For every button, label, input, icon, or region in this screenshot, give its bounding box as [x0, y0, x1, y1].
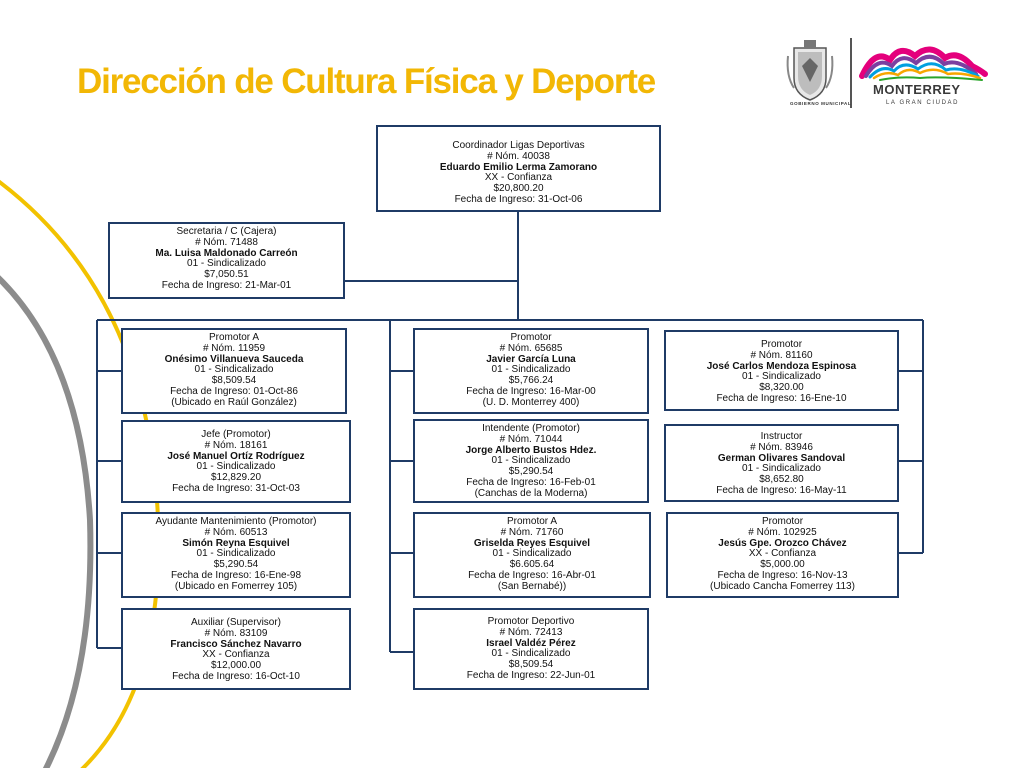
box-category: XX - Confianza: [202, 649, 270, 661]
box-category: 01 - Sindicalizado: [492, 548, 572, 560]
box-employee-number: # Nóm. 102925: [748, 526, 817, 538]
box-start-date: Fecha de Ingreso: 16-Ene-10: [716, 392, 847, 404]
box-employee-number: # Nóm. 81160: [750, 349, 813, 361]
box-secretaria: [108, 222, 345, 299]
box-start-date: Fecha de Ingreso: 31-Oct-03: [172, 482, 300, 494]
box-position: Promotor A: [506, 516, 558, 527]
page-title: Dirección de Cultura Física y Deporte: [77, 62, 655, 101]
box-employee-name: Francisco Sánchez Navarro: [170, 638, 302, 650]
box-salary: $12,829.20: [210, 472, 262, 484]
box-start-date: Fecha de Ingreso: 16-May-11: [716, 484, 847, 496]
box-category: 01 - Sindicalizado: [491, 648, 571, 660]
box-start-date: Fecha de Ingreso: 16-Mar-00: [466, 385, 596, 397]
box-employee-name: Jorge Alberto Bustos Hdez.: [465, 444, 597, 456]
box-salary: $8,509.54: [211, 375, 257, 387]
box-start-date: Fecha de Ingreso: 16-Nov-13: [717, 569, 848, 581]
box-employee-name: Griselda Reyes Esquivel: [473, 537, 591, 549]
box-location: (U. D. Monterrey 400): [482, 396, 580, 408]
box-intendente: [413, 419, 649, 503]
box-position: Secretaria / C (Cajera): [176, 226, 277, 237]
box-employee-number: # Nóm. 18161: [204, 439, 268, 451]
box-category: 01 - Sindicalizado: [491, 364, 571, 376]
box-employee-number: # Nóm. 11959: [202, 342, 266, 354]
box-employee-name: Simón Reyna Esquivel: [182, 537, 290, 549]
box-start-date: Fecha de Ingreso: 16-Feb-01: [466, 476, 596, 488]
box-promotor-deportivo: [413, 608, 649, 690]
box-salary: $6.605.64: [509, 559, 555, 571]
box-employee-number: # Nóm. 83109: [204, 627, 268, 639]
box-promotor-jose-carlos: [664, 330, 899, 411]
box-employee-name: José Carlos Mendoza Espinosa: [706, 360, 857, 372]
box-employee-name: German Olivares Sandoval: [717, 452, 846, 464]
box-start-date: Fecha de Ingreso: 01-Oct-86: [170, 385, 298, 397]
box-location: (San Bernabé)): [497, 580, 567, 592]
box-category: 01 - Sindicalizado: [742, 463, 821, 475]
box-salary: $8,320.00: [759, 382, 804, 394]
box-salary: $20,800.20: [493, 183, 544, 195]
box-auxiliar-supervisor: [121, 608, 351, 690]
box-category: 01 - Sindicalizado: [187, 258, 266, 270]
box-employee-name: Javier García Luna: [486, 353, 576, 365]
box-employee-number: # Nóm. 83946: [750, 441, 813, 453]
box-employee-number: # Nóm. 40038: [487, 150, 550, 162]
box-category: 01 - Sindicalizado: [194, 364, 274, 376]
box-salary: $8,509.54: [508, 659, 554, 671]
box-employee-name: Ma. Luisa Maldonado Carreón: [155, 247, 298, 259]
box-position: Intendente (Promotor): [482, 423, 580, 434]
box-position: Promotor Deportivo: [487, 616, 575, 627]
box-start-date: Fecha de Ingreso: 21-Mar-01: [161, 279, 292, 291]
box-position: Auxiliar (Supervisor): [190, 617, 282, 628]
box-position: Instructor: [760, 431, 803, 442]
box-employee-name: Onésimo Villanueva Sauceda: [164, 353, 304, 365]
box-position: Promotor: [760, 339, 803, 350]
box-employee-number: # Nóm. 71760: [500, 526, 564, 538]
box-location: (Ubicado Cancha Fomerrey 113): [710, 580, 855, 592]
box-start-date: Fecha de Ingreso: 22-Jun-01: [466, 669, 596, 681]
box-salary: $12,000.00: [210, 660, 262, 672]
box-employee-name: Eduardo Emilio Lerma Zamorano: [439, 161, 598, 173]
box-employee-number: # Nóm. 71488: [195, 236, 258, 248]
gobierno-municipal-label: GOBIERNO MUNICIPAL: [790, 101, 852, 106]
box-employee-number: # Nóm. 65685: [499, 342, 563, 354]
box-instructor: [664, 424, 899, 502]
box-start-date: Fecha de Ingreso: 16-Ene-98: [170, 569, 302, 581]
box-position: Ayudante Mantenimiento (Promotor): [155, 516, 317, 527]
box-employee-number: # Nóm. 71044: [499, 433, 563, 445]
box-category: XX - Confianza: [748, 548, 817, 560]
box-salary: $5,766.24: [508, 375, 554, 387]
box-category: 01 - Sindicalizado: [196, 461, 276, 473]
box-jefe-promotor: [121, 420, 351, 503]
box-employee-number: # Nóm. 60513: [204, 526, 268, 538]
box-category: 01 - Sindicalizado: [491, 455, 571, 467]
box-employee-name: José Manuel Ortíz Rodríguez: [167, 450, 305, 462]
box-position: Promotor: [510, 332, 552, 343]
box-promotor-jesus: [666, 512, 899, 598]
box-position: Jefe (Promotor): [201, 429, 271, 440]
box-location: (Ubicado en Fomerrey 105): [174, 580, 298, 592]
box-salary: $5,290.54: [213, 559, 259, 571]
box-location: (Ubicado en Raúl González): [171, 396, 297, 408]
box-ayudante-mantenimiento: [121, 512, 351, 598]
box-coordinador: [376, 125, 661, 212]
box-start-date: Fecha de Ingreso: 31-Oct-06: [454, 193, 583, 205]
box-salary: $7,050.51: [204, 269, 249, 281]
box-position: Promotor A: [208, 332, 260, 343]
monterrey-tagline: LA GRAN CIUDAD: [886, 100, 960, 106]
box-salary: $8,652.80: [759, 474, 804, 486]
box-employee-name: Israel Valdéz Pérez: [486, 637, 576, 649]
box-promotor-a-griselda: [413, 512, 651, 598]
box-employee-name: Jesús Gpe. Orozco Chávez: [718, 537, 847, 549]
box-category: 01 - Sindicalizado: [742, 371, 821, 383]
box-start-date: Fecha de Ingreso: 16-Oct-10: [172, 670, 300, 682]
monterrey-wordmark: MONTERREY: [873, 82, 961, 97]
box-position: Coordinador Ligas Deportivas: [452, 140, 585, 151]
box-promotor-a-onesimo: [121, 328, 347, 414]
box-salary: $5,000.00: [760, 559, 805, 571]
box-salary: $5,290.54: [508, 466, 554, 478]
box-position: Promotor: [761, 516, 804, 527]
box-start-date: Fecha de Ingreso: 16-Abr-01: [468, 569, 596, 581]
box-category: XX - Confianza: [484, 172, 553, 184]
box-location: (Canchas de la Moderna): [474, 487, 588, 499]
box-employee-number: # Nóm. 72413: [499, 626, 563, 638]
box-promotor-javier: [413, 328, 649, 414]
box-category: 01 - Sindicalizado: [196, 548, 276, 560]
